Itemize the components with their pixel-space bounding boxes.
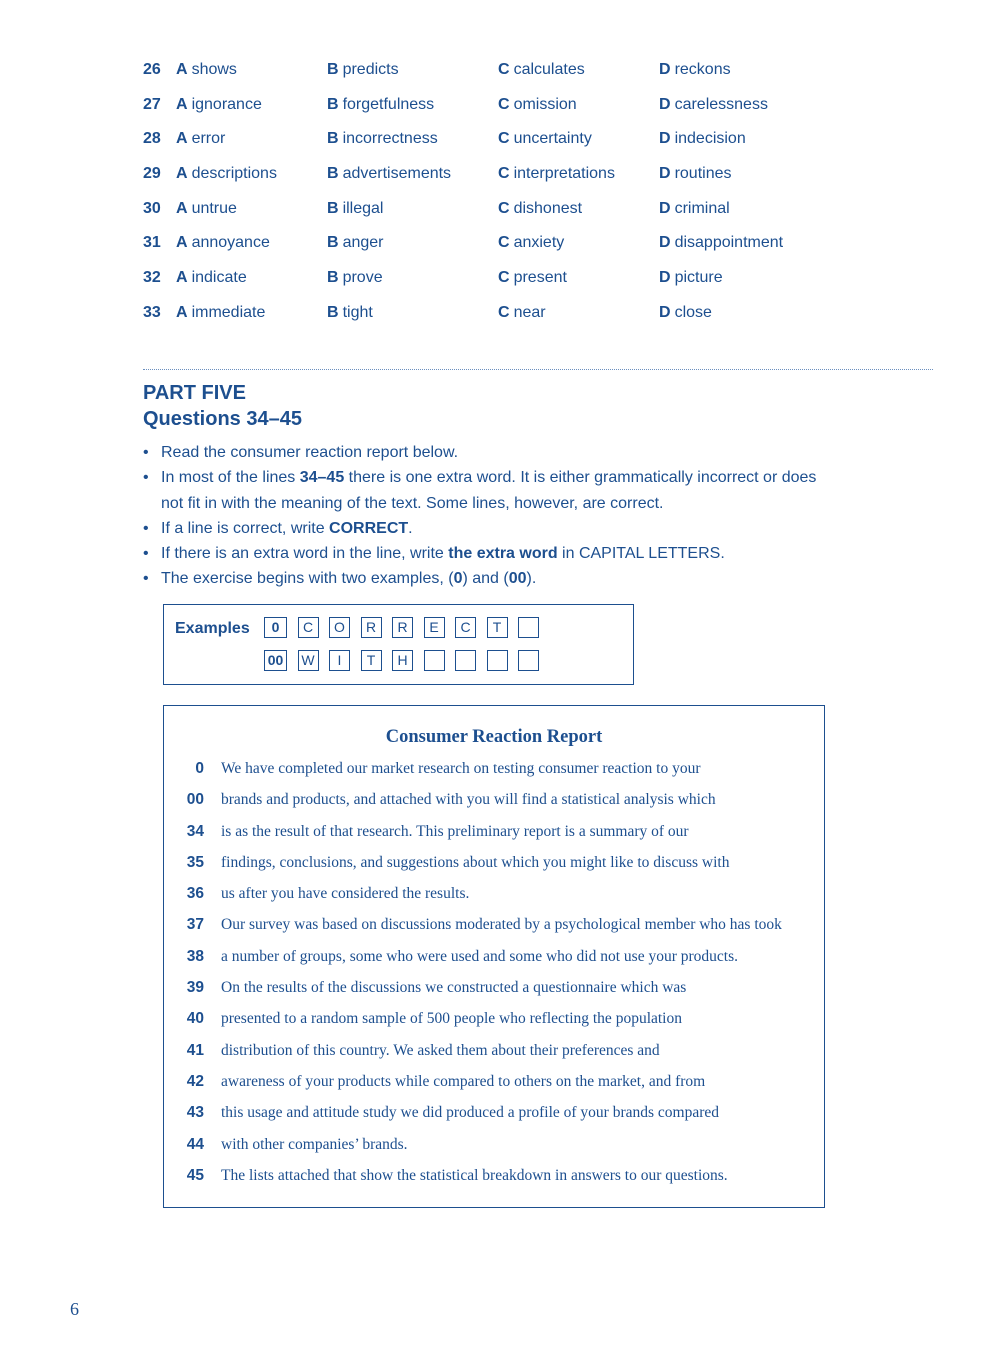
instruction-4: • If there is an extra word in the line, write the extra word in CAPITAL LETTERS.: [143, 541, 843, 566]
instruction-5: • The exercise begins with two examples, (0) and (00).: [143, 566, 843, 591]
option-b: B forgetfulness: [327, 95, 435, 113]
line-text: this usage and attitude study we did produced a profile of your brands compared: [221, 1104, 720, 1122]
question-number: 28: [143, 130, 161, 148]
answer-cell: I: [329, 650, 350, 671]
line-text: Our survey was based on discussions moderated by a psychological member who has took: [221, 916, 782, 934]
option-d: D picture: [659, 269, 723, 287]
option-c: C calculates: [498, 61, 585, 78]
option-d: D carelessness: [659, 95, 768, 113]
report-title: Consumer Reaction Report: [385, 727, 603, 747]
line-number: 34: [186, 822, 204, 840]
answer-cell: C: [455, 617, 476, 638]
option-c: C interpretations: [498, 165, 615, 183]
multiple-choice-options: [143, 58, 943, 336]
question-number: 30: [143, 199, 161, 217]
option-c: C uncertainty: [498, 130, 592, 148]
question-number: 27: [143, 95, 161, 113]
line-number: 37: [186, 916, 204, 934]
report-line: [164, 1133, 824, 1164]
report-line: [164, 976, 824, 1007]
option-c: C near: [498, 303, 546, 321]
option-a: A untrue: [176, 199, 237, 217]
option-a: A indicate: [176, 269, 247, 287]
answer-cell: T: [487, 617, 508, 638]
line-text: distribution of this country. We asked them about their preferences and: [221, 1041, 660, 1059]
line-text: brands and products, and attached with you will find a statistical analysis which: [221, 791, 716, 809]
report-line: [164, 913, 824, 944]
option-a: A annoyance: [176, 234, 270, 252]
question-number: 31: [143, 234, 161, 252]
option-d: D reckons: [659, 61, 731, 78]
line-text: with other companies’ brands.: [221, 1135, 408, 1153]
line-text: us after you have considered the results.: [221, 885, 470, 903]
question-row: [143, 301, 943, 336]
question-row: [143, 197, 943, 232]
report-line: [164, 945, 824, 976]
line-number: 36: [186, 885, 204, 903]
question-row: [143, 127, 943, 162]
report-line: [164, 1164, 824, 1195]
option-c: C anxiety: [498, 234, 565, 252]
answer-cell: O: [329, 617, 350, 638]
report-line: [164, 1007, 824, 1038]
option-d: D routines: [659, 165, 732, 183]
option-b: B anger: [327, 234, 384, 252]
line-number: 41: [186, 1041, 204, 1059]
report-lines: [164, 757, 824, 1195]
answer-cell: [424, 650, 445, 671]
option-b: B predicts: [327, 61, 399, 78]
line-text: We have completed our market research on testing consumer reaction to your: [221, 760, 701, 777]
answer-cell: R: [392, 617, 413, 638]
page-number: 6: [70, 1299, 79, 1319]
line-number: 42: [186, 1072, 204, 1090]
section-divider: [143, 369, 933, 370]
question-row: [143, 266, 943, 301]
answer-cell: H: [392, 650, 413, 671]
report-line: [164, 757, 824, 788]
instructions-list: [143, 440, 843, 592]
example-number-cell: 0: [264, 617, 287, 638]
answer-cell: C: [298, 617, 319, 638]
answer-cell: T: [361, 650, 382, 671]
report-line: [164, 1101, 824, 1132]
example-row-00: [264, 650, 550, 671]
line-number: 35: [186, 853, 204, 871]
option-b: B incorrectness: [327, 130, 438, 148]
option-a: A shows: [176, 61, 237, 78]
line-text: presented to a random sample of 500 people who reflecting the population: [221, 1010, 682, 1028]
question-row: [143, 93, 943, 128]
option-a: A ignorance: [176, 95, 262, 113]
option-c: C dishonest: [498, 199, 583, 217]
report-line: [164, 1039, 824, 1070]
option-d: D close: [659, 303, 712, 321]
report-line: [164, 1070, 824, 1101]
line-number: 40: [186, 1010, 204, 1028]
option-d: D disappointment: [659, 234, 784, 252]
instruction-1: • Read the consumer reaction report below.: [143, 440, 843, 465]
report-line: [164, 882, 824, 913]
option-b: B tight: [327, 303, 373, 321]
report-line: [164, 788, 824, 819]
line-number: 0: [195, 760, 204, 777]
question-number: 26: [143, 61, 161, 78]
option-a: A error: [176, 130, 226, 148]
answer-cell: [455, 650, 476, 671]
report-line: [164, 851, 824, 882]
line-text: awareness of your products while compared to others on the market, and from: [221, 1072, 706, 1090]
answer-cell: [487, 650, 508, 671]
line-text: is as the result of that research. This preliminary report is a summary of our: [221, 822, 689, 840]
option-c: C present: [498, 269, 567, 287]
question-row: [143, 162, 943, 197]
line-text: The lists attached that show the statistical breakdown in answers to our questions.: [221, 1166, 728, 1184]
option-a: A immediate: [176, 303, 266, 321]
example-number-cell: 00: [264, 650, 287, 671]
example-row-0: [264, 617, 550, 638]
line-text: On the results of the discussions we constructed a questionnaire which was: [221, 979, 687, 997]
line-number: 44: [186, 1135, 204, 1153]
examples-box: [163, 604, 634, 685]
report-box: [163, 705, 825, 1208]
line-text: a number of groups, some who were used and some who did not use your products.: [221, 947, 739, 965]
line-number: 00: [186, 791, 204, 809]
option-b: B illegal: [327, 199, 384, 217]
option-d: D indecision: [659, 130, 746, 148]
option-b: B prove: [327, 269, 383, 287]
questions-range: Questions 34–45: [143, 408, 302, 430]
question-number: 29: [143, 165, 161, 183]
answer-cell: W: [298, 650, 319, 671]
report-line: [164, 820, 824, 851]
part-title: PART FIVE: [143, 382, 246, 404]
question-row: [143, 58, 943, 93]
answer-cell: [518, 617, 539, 638]
answer-cell: [518, 650, 539, 671]
examples-label: Examples: [175, 620, 250, 637]
answer-cell: R: [361, 617, 382, 638]
instruction-2: • In most of the lines 34–45 there is one extra word. It is either grammatically incorrect or does not fit in with the meaning of the text. Some lines, however, are correct.: [143, 465, 843, 516]
line-number: 43: [186, 1104, 204, 1122]
option-a: A descriptions: [176, 165, 277, 183]
line-number: 39: [186, 979, 204, 997]
question-row: [143, 231, 943, 266]
line-text: findings, conclusions, and suggestions about which you might like to discuss with: [221, 853, 730, 871]
question-number: 32: [143, 269, 161, 287]
option-b: B advertisements: [327, 165, 452, 183]
line-number: 38: [186, 947, 204, 965]
option-c: C omission: [498, 95, 577, 113]
answer-cell: E: [424, 617, 445, 638]
line-number: 45: [186, 1166, 204, 1184]
instruction-3: • If a line is correct, write CORRECT.: [143, 516, 843, 541]
question-number: 33: [143, 303, 161, 321]
option-d: D criminal: [659, 199, 730, 217]
